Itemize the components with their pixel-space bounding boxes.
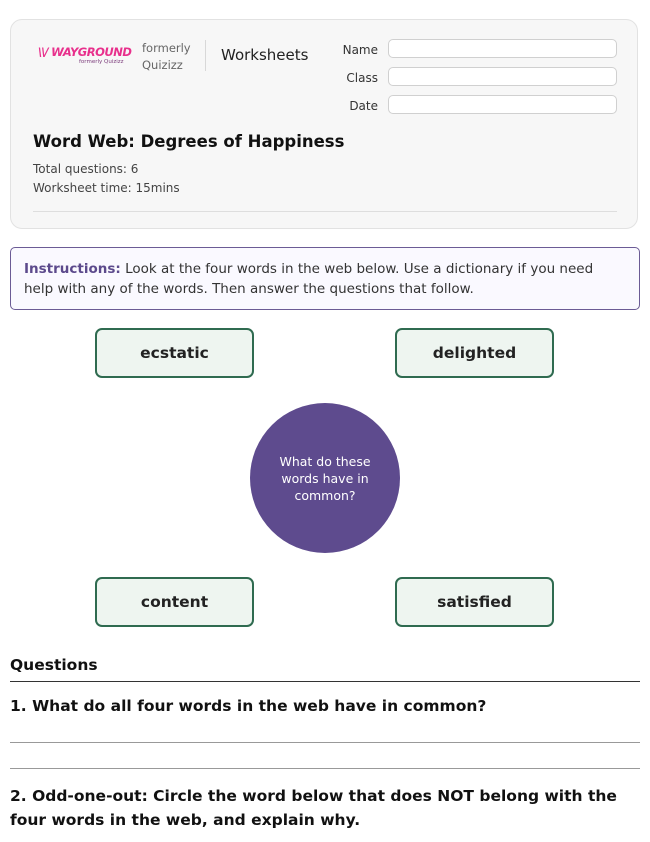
name-field[interactable] — [388, 39, 617, 58]
worksheet-time: Worksheet time: 15mins — [33, 181, 180, 195]
formerly-brand: Quizizz — [142, 58, 183, 72]
total-questions: Total questions: 6 — [33, 162, 139, 176]
questions-rule — [10, 681, 640, 682]
logo-subtext: formerly Quizizz — [79, 59, 124, 65]
word-web-center: What do these words have in common? — [250, 403, 400, 553]
question-2: 2. Odd-one-out: Circle the word below that does NOT belong with the four words in the web, and explain why. — [10, 787, 617, 829]
class-label: Class — [346, 71, 378, 85]
wayground-logo — [38, 45, 132, 73]
header-rule — [33, 211, 617, 212]
word-box-delighted: delighted — [395, 328, 554, 378]
question-1: 1. What do all four words in the web have in common? — [10, 697, 487, 715]
answer-line-1[interactable] — [10, 742, 640, 743]
question-divider — [10, 768, 640, 769]
questions-heading: Questions — [10, 656, 98, 674]
worksheet-title: Word Web: Degrees of Happiness — [33, 132, 345, 151]
instructions-lead: Instructions: — [24, 261, 121, 277]
worksheet-header — [10, 19, 638, 229]
formerly-label: formerly — [142, 41, 191, 55]
date-field[interactable] — [388, 95, 617, 114]
word-box-satisfied: satisfied — [395, 577, 554, 627]
instructions-box — [10, 247, 640, 310]
date-label: Date — [349, 99, 378, 113]
word-box-ecstatic: ecstatic — [95, 328, 254, 378]
formerly-note — [142, 40, 191, 74]
class-field[interactable] — [388, 67, 617, 86]
logo-wordmark: \\/ WAYGROUND — [38, 45, 132, 59]
instructions-text: Look at the four words in the web below. Use a dictionary if you need help with any of the words. Then answer the questions that follow. — [24, 261, 594, 297]
name-label: Name — [342, 43, 378, 57]
section-label: Worksheets — [221, 46, 309, 64]
header-divider — [205, 40, 206, 71]
word-box-content: content — [95, 577, 254, 627]
